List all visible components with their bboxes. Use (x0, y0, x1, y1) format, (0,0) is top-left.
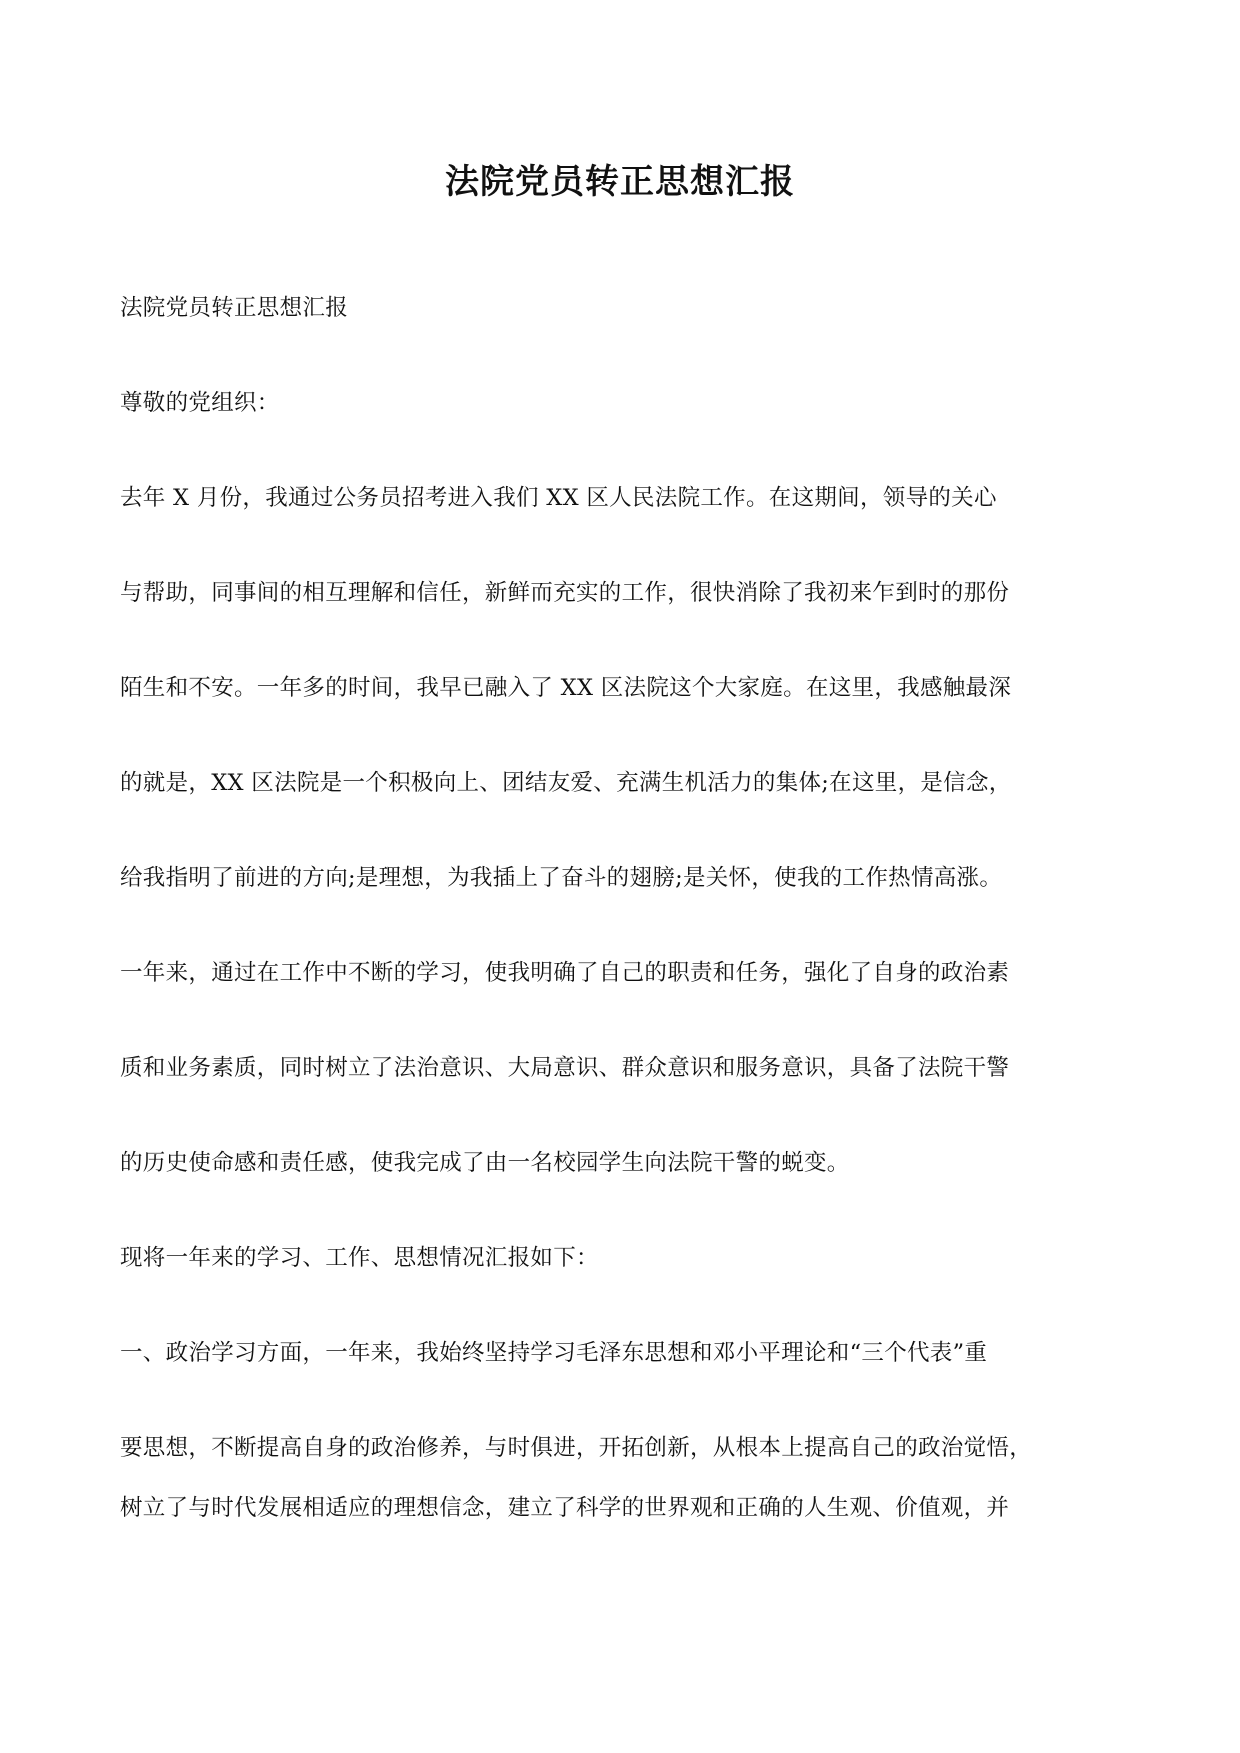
body-line: 一年来，通过在工作中不断的学习，使我明确了自己的职责和任务，强化了自身的政治素 (120, 960, 1010, 986)
body-line: 一、政治学习方面，一年来，我始终坚持学习毛泽东思想和邓小平理论和“三个代表”重 (120, 1340, 988, 1366)
body-line: 树立了与时代发展相适应的理想信念，建立了科学的世界观和正确的人生观、价值观，并 (120, 1495, 1010, 1521)
body-line: 要思想，不断提高自身的政治修养，与时俱进，开拓创新，从根本上提高自己的政治觉悟， (120, 1435, 1033, 1461)
body-line: 与帮助，同事间的相互理解和信任，新鲜而充实的工作，很快消除了我初来乍到时的那份 (120, 580, 1010, 606)
body-line: 给我指明了前进的方向;是理想，为我插上了奋斗的翅膀;是关怀，使我的工作热情高涨。 (120, 865, 1003, 891)
subtitle-line: 法院党员转正思想汇报 (120, 295, 349, 321)
body-line: 陌生和不安。一年多的时间，我早已融入了 XX 区法院这个大家庭。在这里，我感触最深 (120, 675, 1012, 701)
body-line: 现将一年来的学习、工作、思想情况汇报如下： (120, 1245, 599, 1271)
body-line: 的就是，XX 区法院是一个积极向上、团结友爱、充满生机活力的集体;在这里，是信念， (120, 770, 1012, 796)
body-line: 质和业务素质，同时树立了法治意识、大局意识、群众意识和服务意识，具备了法院干警 (120, 1055, 1010, 1081)
body-line: 去年 X 月份，我通过公务员招考进入我们 XX 区人民法院工作。在这期间，领导的关心 (120, 485, 997, 511)
body-line: 的历史使命感和责任感，使我完成了由一名校园学生向法院干警的蜕变。 (120, 1150, 850, 1176)
salutation-line: 尊敬的党组织： (120, 390, 280, 416)
document-title: 法院党员转正思想汇报 (445, 162, 795, 202)
